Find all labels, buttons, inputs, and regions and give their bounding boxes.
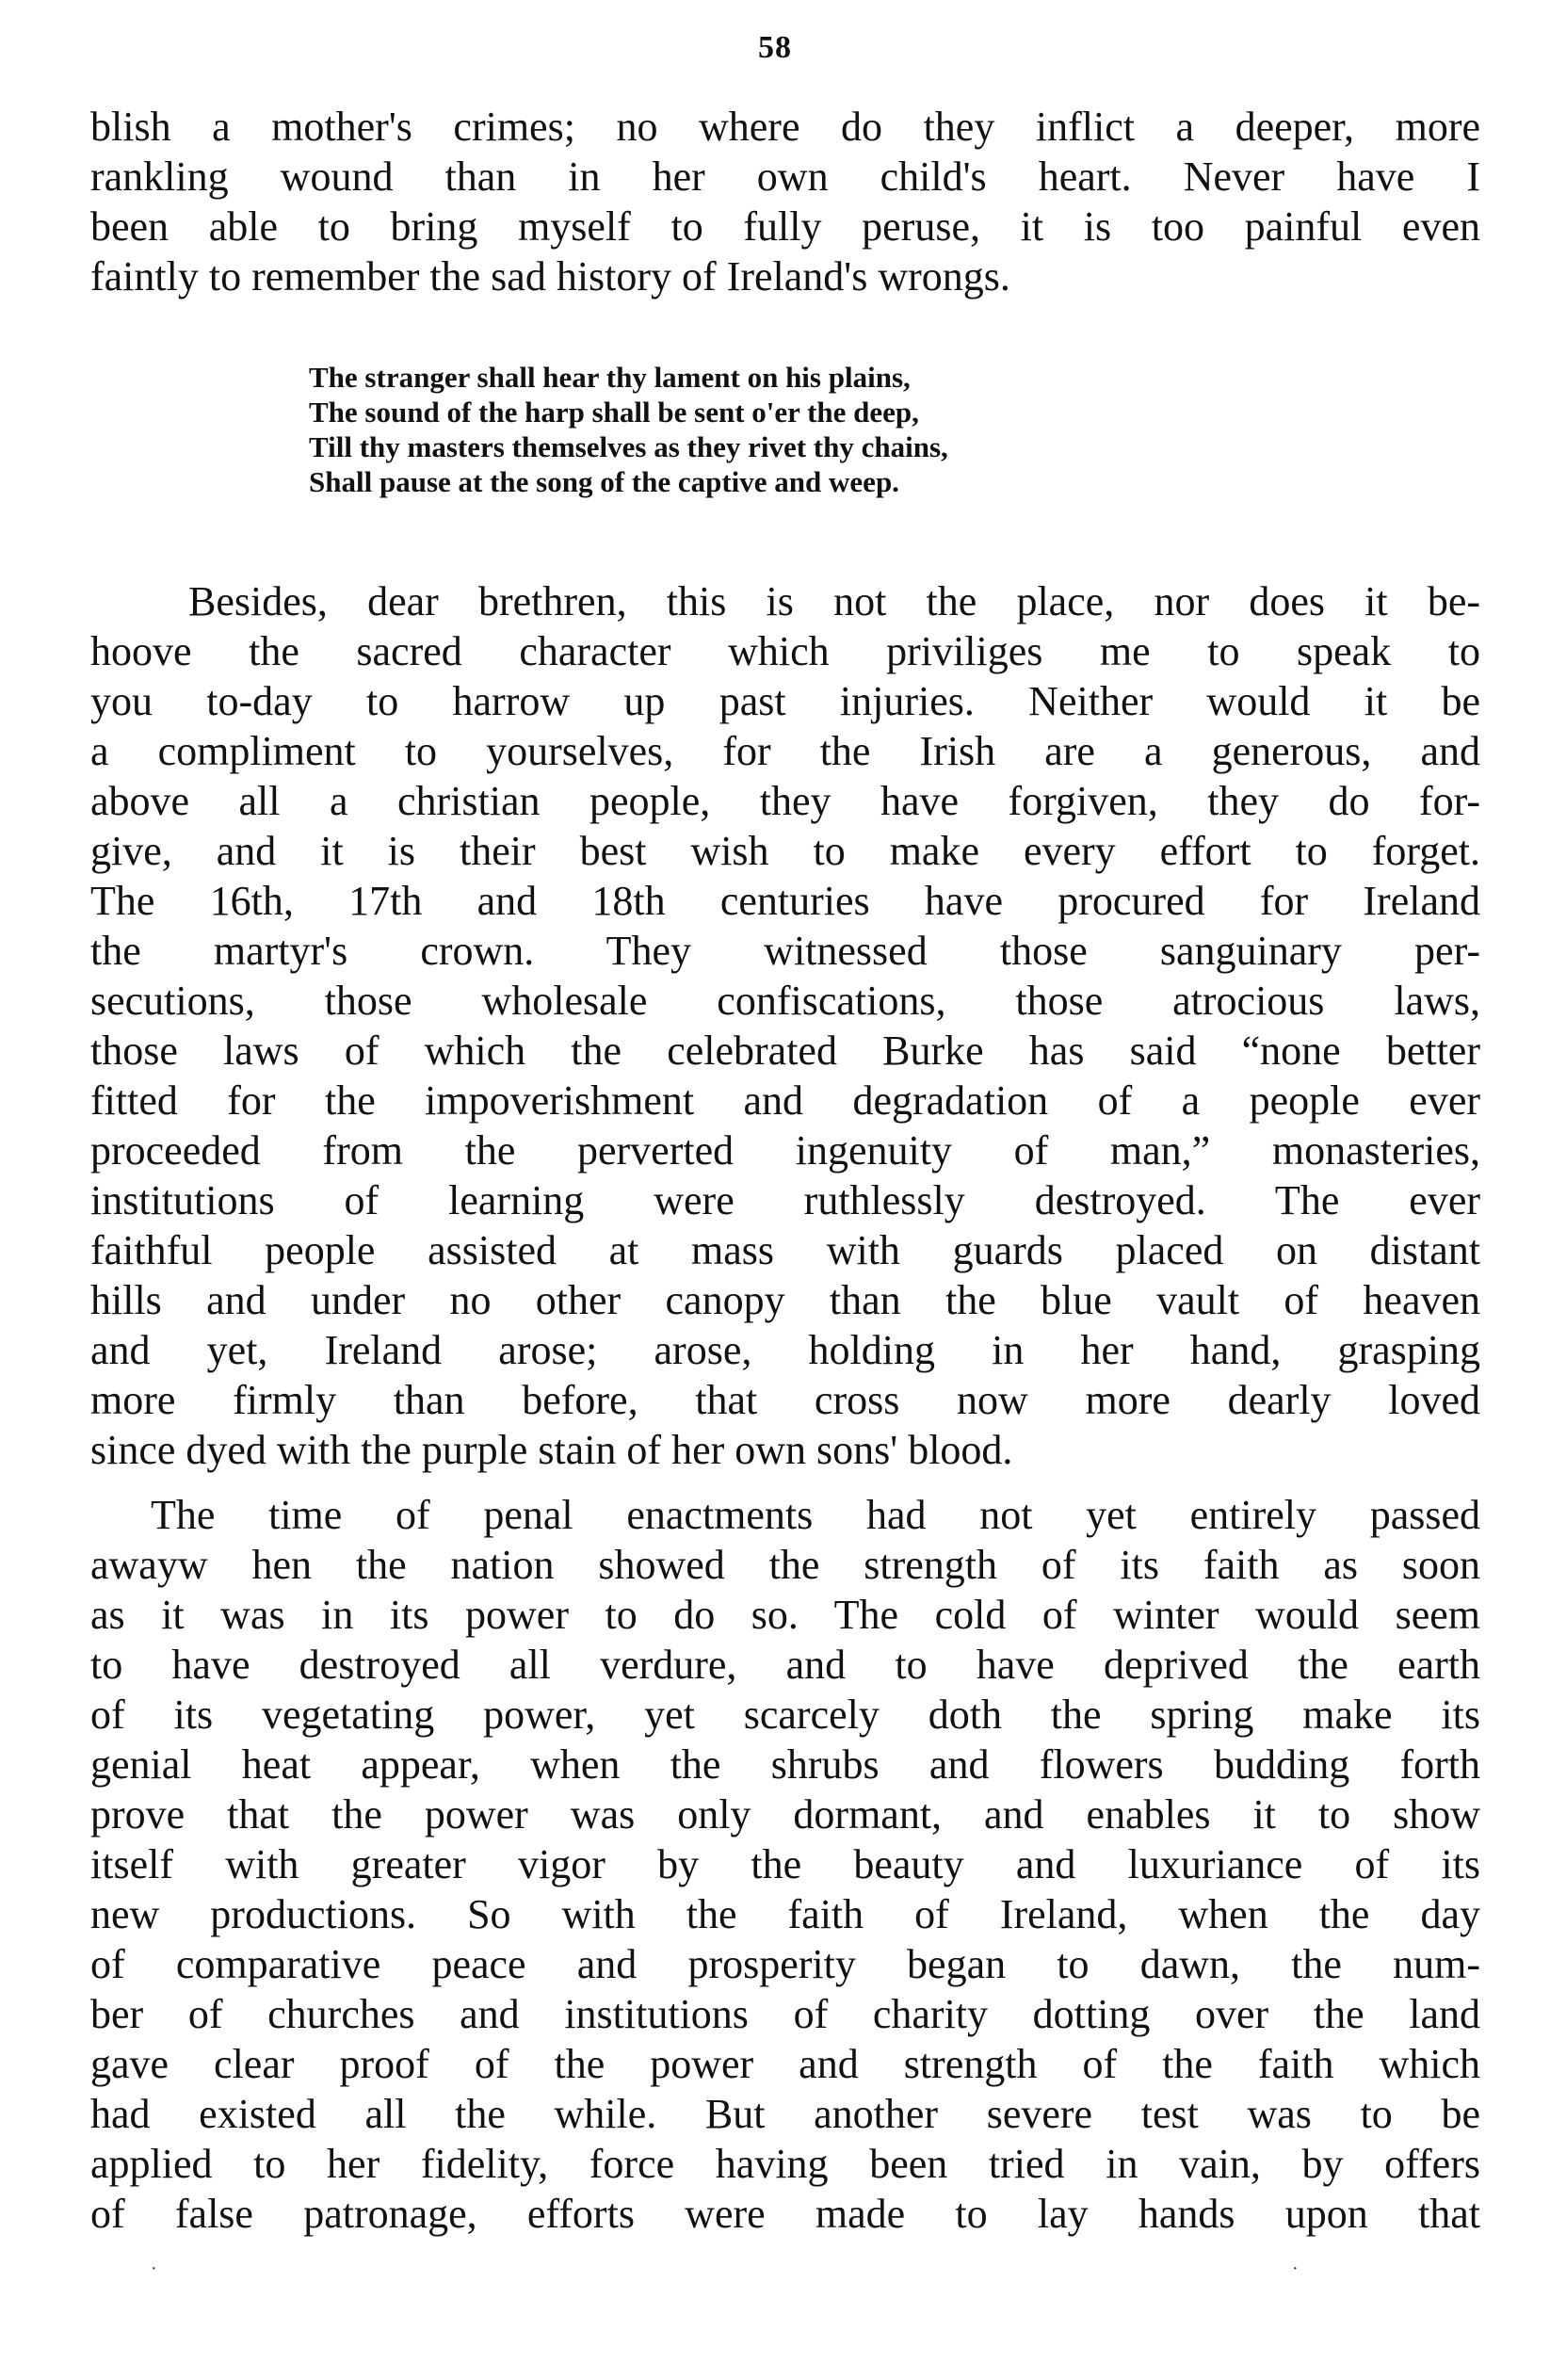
text-line: The 16th, 17th and 18th centuries have procured for Ireland [90, 878, 1480, 924]
text-line: hoove the sacred character which priviliges me to speak to [90, 628, 1480, 674]
text-line: awayw hen the nation showed the strength of its faith as soon [90, 1542, 1480, 1588]
text-line: new productions. So with the faith of Ireland, when the day [90, 1891, 1480, 1937]
text-line: those laws of which the celebrated Burke has said “none better [90, 1028, 1480, 1074]
text-line: rankling wound than in her own child's heart. Never have I [90, 154, 1480, 200]
text-line: secutions, those wholesale confiscations, those atrocious laws, [90, 978, 1480, 1024]
paragraph-2 [90, 576, 1480, 1475]
paragraph-3 [90, 1490, 1480, 2239]
paragraph-1 [90, 102, 1480, 301]
text-line: since dyed with the purple stain of her own sons' blood. [90, 1427, 1013, 1473]
page-number: 58 [758, 30, 792, 65]
text-line: above all a christian people, they have forgiven, they do for- [90, 778, 1480, 824]
text-line: The time of penal enactments had not yet entirely passed [151, 1492, 1480, 1538]
text-line: fitted for the impoverishment and degradation of a people ever [90, 1077, 1480, 1124]
print-speck: · [151, 2259, 157, 2279]
text-line: faithful people assisted at mass with guards placed on distant [90, 1227, 1480, 1273]
poem-line: Till thy masters themselves as they rivet thy chains, [309, 430, 948, 463]
text-line: had existed all the while. But another severe test was to be [90, 2091, 1480, 2137]
poem-quotation [309, 360, 1307, 499]
text-line: and yet, Ireland arose; arose, holding in her hand, grasping [90, 1327, 1480, 1373]
text-line: give, and it is their best wish to make every effort to forget. [90, 828, 1480, 874]
text-line: faintly to remember the sad history of Ireland's wrongs. [90, 253, 1010, 300]
text-line: applied to her fidelity, force having been tried in vain, by offers [90, 2141, 1480, 2187]
poem-line: The stranger shall hear thy lament on his plains, [309, 361, 911, 394]
text-line: genial heat appear, when the shrubs and flowers budding forth [90, 1741, 1480, 1788]
poem-line: Shall pause at the song of the captive and weep. [309, 465, 899, 498]
text-line: institutions of learning were ruthlessly destroyed. The ever [90, 1177, 1480, 1223]
text-line: as it was in its power to do so. The cold of winter would seem [90, 1592, 1480, 1638]
text-line: Besides, dear brethren, this is not the place, nor does it be- [188, 578, 1480, 624]
text-line: more firmly than before, that cross now more dearly loved [90, 1377, 1480, 1423]
text-line: of its vegetating power, yet scarcely doth the spring make its [90, 1692, 1480, 1738]
text-line: a compliment to yourselves, for the Irish are a generous, and [90, 728, 1480, 774]
text-line: of comparative peace and prosperity began to dawn, the num- [90, 1941, 1480, 1987]
text-line: proceeded from the perverted ingenuity of man,” monasteries, [90, 1127, 1480, 1174]
text-line: ber of churches and institutions of charity dotting over the land [90, 1991, 1480, 2037]
text-line: the martyr's crown. They witnessed those sanguinary per- [90, 928, 1480, 974]
text-line: gave clear proof of the power and strength of the faith which [90, 2041, 1480, 2087]
text-line: been able to bring myself to fully peruse, it is too painful even [90, 203, 1480, 250]
text-line: hills and under no other canopy than the blue vault of heaven [90, 1277, 1480, 1323]
text-line: prove that the power was only dormant, and enables it to show [90, 1791, 1480, 1838]
text-line: blish a mother's crimes; no where do they inflict a deeper, more [90, 104, 1480, 150]
text-line: itself with greater vigor by the beauty and luxuriance of its [90, 1841, 1480, 1887]
text-line: you to-day to harrow up past injuries. Neither would it be [90, 678, 1480, 724]
poem-line: The sound of the harp shall be sent o'er the deep, [309, 396, 919, 429]
text-line: to have destroyed all verdure, and to have deprived the earth [90, 1642, 1480, 1688]
text-line: of false patronage, efforts were made to lay hands upon that [90, 2191, 1480, 2237]
print-speck: · [1292, 2259, 1299, 2279]
